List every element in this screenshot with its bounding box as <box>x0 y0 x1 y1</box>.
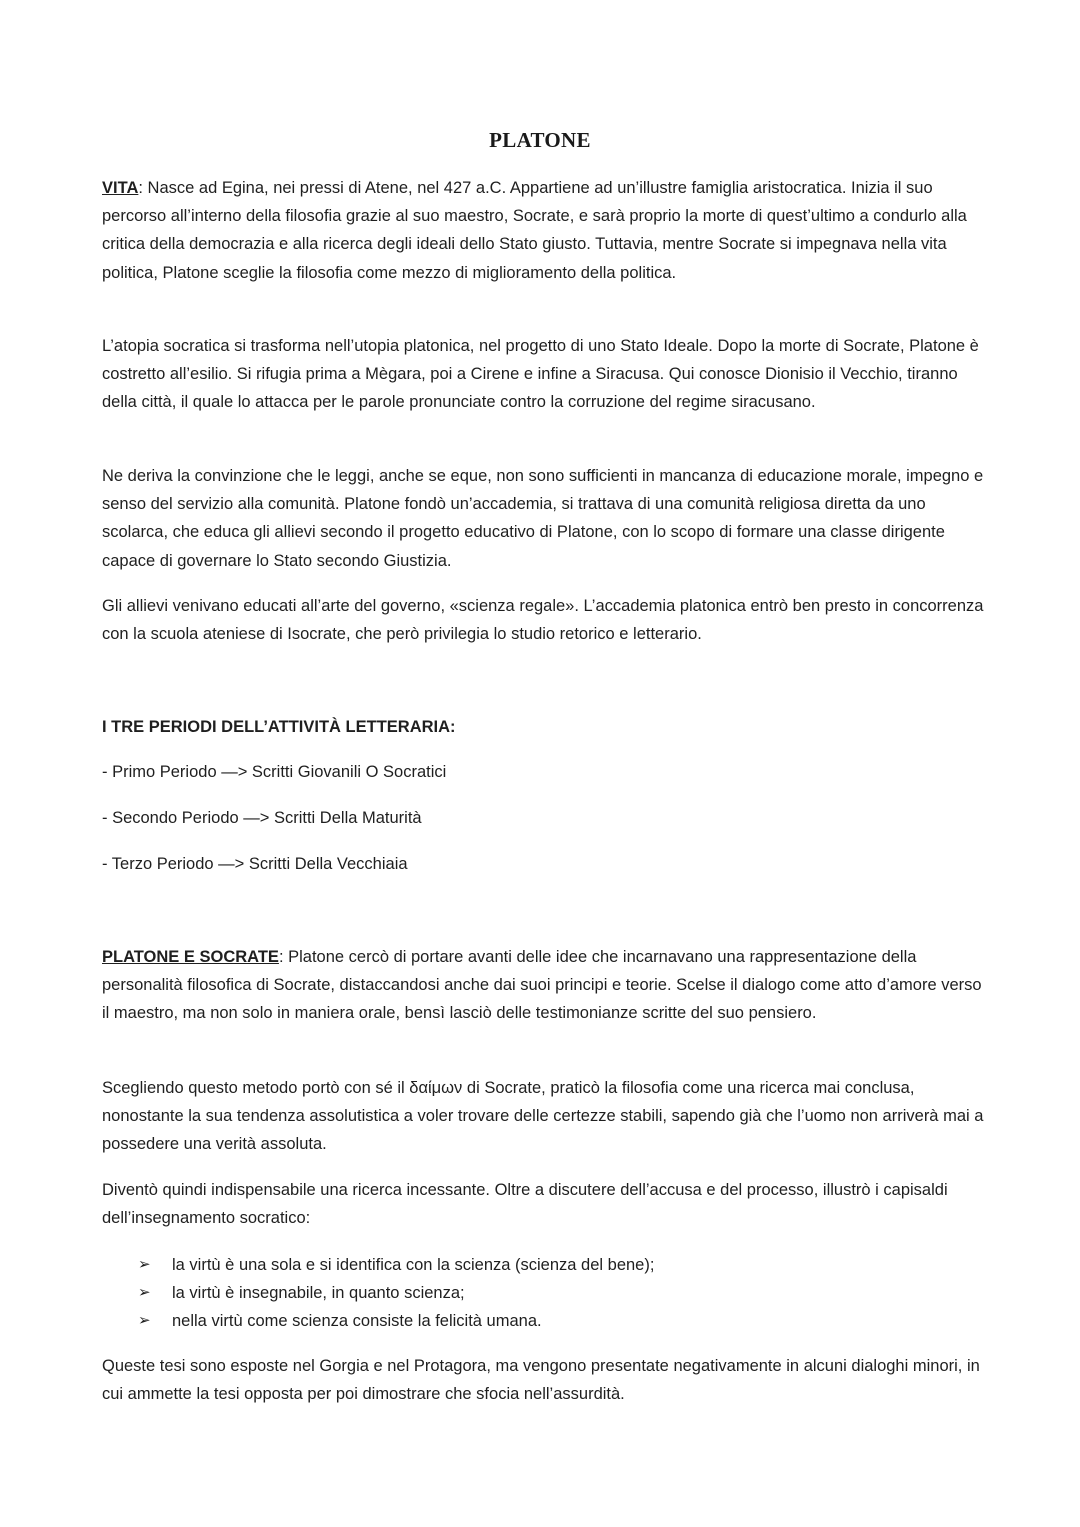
socrate-paragraph-2: Scegliendo questo metodo portò con sé il δαίμων di Socrate, praticò la filosofia come una ricerca mai conclusa, nonostante la sua tendenza assolutistica a voler trovare delle certezze stabili, sapendo già che l’uomo non arriverà mai a possedere una verità assoluta. <box>102 1079 984 1154</box>
periodo-item: - Primo Periodo —> Scritti Giovanili O Socratici <box>102 763 447 781</box>
list-item-text: la virtù è insegnabile, in quanto scienza; <box>172 1284 465 1303</box>
list-item <box>138 1307 988 1335</box>
capisaldi-list <box>138 1251 988 1336</box>
list-item <box>138 1279 988 1307</box>
vita-paragraph-2: L’atopia socratica si trasforma nell’utopia platonica, nel progetto di uno Stato Ideale. Dopo la morte di Socrate, Platone è costretto all’esilio. Si rifugia prima a Mègara, poi a Cirene e infine a Siracusa. Qui conosce Dionisio il Vecchio, tiranno della città, il quale lo attacca per le parole pronunciate contro la corruzione del regime siracusano. <box>102 337 979 412</box>
vita-paragraph-4: Gli allievi venivano educati all’arte del governo, «scienza regale». L’accademia platonica entrò ben presto in concorrenza con la scuola ateniese di Isocrate, che però privilegia lo studio retorico e letterario. <box>102 597 984 644</box>
vita-paragraph-1 <box>102 174 987 287</box>
list-item-text: la virtù è una sola e si identifica con la scienza (scienza del bene); <box>172 1256 655 1274</box>
socrate-paragraph-3: Diventò quindi indispensabile una ricerca incessante. Oltre a discutere dell’accusa e del processo, illustrò i capisaldi dell’insegnamento socratico: <box>102 1181 948 1228</box>
socrate-paragraph-4: Queste tesi sono esposte nel Gorgia e nel Protagora, ma vengono presentate negativamente in alcuni dialoghi minori, in cui ammette la tesi opposta per poi dimostrare che sfocia nell’assurdità. <box>102 1357 980 1404</box>
vita-paragraph-3: Ne deriva la convinzione che le leggi, anche se eque, non sono sufficienti in mancanza di educazione morale, impegno e senso del servizio alla comunità. Platone fondò un’accademia, si trattava di una comunità religiosa diretta da uno scolarca, che educa gli allievi secondo il progetto educativo di Platone, con lo scopo di formare una classe dirigente capace di governare lo Stato secondo Giustizia. <box>102 467 984 570</box>
arrow-bullet-icon: ➢ <box>138 1312 151 1330</box>
list-item-text: nella virtù come scienza consiste la felicità umana. <box>172 1312 542 1331</box>
list-item <box>138 1251 988 1279</box>
periodo-item: - Terzo Periodo —> Scritti Della Vecchiaia <box>102 855 408 873</box>
vita-heading: VITA <box>102 179 139 197</box>
socrate-heading: PLATONE E SOCRATE <box>102 948 279 966</box>
arrow-bullet-icon: ➢ <box>138 1284 151 1302</box>
socrate-paragraph-1 <box>102 943 987 1028</box>
socrate-paragraph-1-text: : Platone cercò di portare avanti delle idee che incarnavano una rappresentazione della personalità filosofica di Socrate, distaccandosi anche dai suoi principi e teorie. Scelse il dialogo come atto d’amore verso il maestro, ma non solo in maniera orale, bensì lasciò delle testimonianze scritte del suo pensiero. <box>102 948 982 1023</box>
vita-paragraph-1-text: : Nasce ad Egina, nei pressi di Atene, nel 427 a.C. Appartiene ad un’illustre famiglia aristocratica. Inizia il suo percorso all’interno della filosofia grazie al suo maestro, Socrate, e sarà proprio la morte di quest’ultimo a condurlo alla critica della democrazia e alla ricerca degli ideali dello Stato giusto. Tuttavia, mentre Socrate si impegnava nella vita politica, Platone sceglie la filosofia come mezzo di miglioramento della politica. <box>102 179 967 282</box>
page-title: PLATONE <box>489 128 591 152</box>
periodo-item: - Secondo Periodo —> Scritti Della Maturità <box>102 809 422 827</box>
periodi-heading: I TRE PERIODI DELL’ATTIVITÀ LETTERARIA: <box>102 718 456 736</box>
arrow-bullet-icon: ➢ <box>138 1256 151 1273</box>
